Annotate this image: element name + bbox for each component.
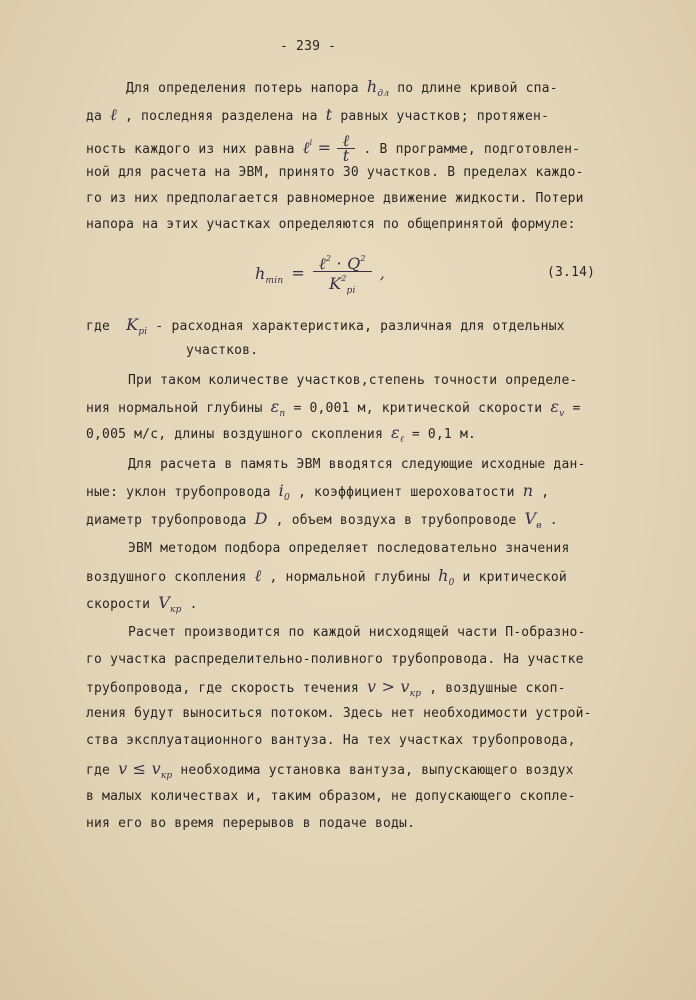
p5-line-6: где $v \le v_{кр}$ необходима установка вантуза, выпускающего воздух <box>86 759 574 781</box>
ell-symbol: ℓ <box>110 105 117 124</box>
v-kr-symbol: $V_{кр}$ <box>158 593 182 615</box>
p3-line-2: ные: уклон трубопровода $i_0$ , коэффициент шероховатости n , <box>86 481 550 503</box>
ell-symbol-2: ℓ <box>254 566 262 585</box>
v-air-symbol: $V_в$ <box>524 509 542 531</box>
p5-line-5: ства эксплуатационного вантуза. На тех участках трубопровода, <box>86 733 576 748</box>
page-number: - 239 - <box>280 39 337 54</box>
n-symbol: n <box>522 481 534 500</box>
formula-3-14: $h_{min}$ = $\frac{\ell^2 \cdot Q^2}{K^2_{pi}}$ , <box>255 254 386 296</box>
p1-line-4: ной для расчета на ЭВМ, принято 30 участков. В пределах каждо- <box>86 165 584 180</box>
p5-line-2: го участка распределительно-поливного трубопровода. На участке <box>86 652 584 667</box>
d-symbol: D <box>254 509 268 528</box>
ell-i-formula: ℓ$^i$ = $\frac{\text{ℓ}}{t}$ <box>303 138 356 157</box>
v-le-vkr: $v \le v_{кр}$ <box>118 759 173 781</box>
p2-line-1: При таком количестве участков,степень точности определе- <box>128 373 578 388</box>
h0-symbol: $h_0$ <box>438 566 455 588</box>
p1-line-2: да ℓ , последняя разделена на t равных участков; протяжен- <box>86 105 550 124</box>
p1-line-6: напора на этих участках определяются по общепринятой формуле: <box>86 217 576 232</box>
p1-line-5: го из них предполагается равномерное движение жидкости. Потери <box>86 191 584 206</box>
v-gt-vkr: $v > v_{кр}$ <box>366 677 422 699</box>
p4-line-2: воздушного скопления ℓ , нормальной глубины $h_0$ и критической <box>86 566 567 588</box>
p5-line-1: Расчет производится по каждой нисходящей части П-образно- <box>128 625 586 640</box>
p4-line-1: ЭВМ методом подбора определяет последовательно значения <box>128 541 570 556</box>
eps-l-symbol: $\varepsilon_\ell$ <box>391 423 404 445</box>
t-symbol: t <box>325 105 333 124</box>
equation-number: (3.14) <box>547 265 596 280</box>
p5-line-7: в малых количествах и, таким образом, не допускающего скопле- <box>86 789 576 804</box>
h-dl-symbol: $h_{дл}$ <box>366 77 390 99</box>
k-pi-symbol: $K_{pi}$ <box>126 315 148 337</box>
where-line: где $K_{pi}$ - расходная характеристика, различная для отдельных <box>86 315 565 337</box>
p2-line-3: 0,005 м/с, длины воздушного скопления $\varepsilon_\ell = 0,1$ м. <box>86 423 477 445</box>
i0-symbol: $i_0$ <box>278 481 290 503</box>
eps-n-symbol: $\varepsilon_n$ <box>270 397 286 419</box>
p4-line-3: скорости $V_{кр}$ . <box>86 593 198 615</box>
p3-line-3: диаметр трубопровода D , объем воздуха в трубопроводе $V_в$ . <box>86 509 558 531</box>
where-cont: участков. <box>186 343 259 358</box>
p3-line-1: Для расчета в память ЭВМ вводятся следующие исходные дан- <box>128 457 586 472</box>
p1-line-1: Для определения потерь напора $h_{дл}$ по длине кривой спа- <box>126 77 558 99</box>
p1-line-3: ность каждого из них равна ℓ$^i$ = $\frac{\text{ℓ}}{t}$ . В программе, подготовлен- <box>86 131 581 165</box>
p5-line-8: ния его во время перерывов в подаче воды. <box>86 816 416 831</box>
p2-line-2: ния нормальной глубины $\varepsilon_n = 0,001$ м, критической скорости $\varepsilon_v$ = <box>86 397 581 419</box>
p5-line-4: ления будут выноситься потоком. Здесь нет необходимости устрой- <box>86 706 592 721</box>
formula-fraction: $\frac{\ell^2 \cdot Q^2}{K^2_{pi}}$ <box>313 252 372 298</box>
eps-v-symbol: $\varepsilon_v$ <box>550 397 565 419</box>
p5-line-3: трубопровода, где скорость течения $v > v_{кр}$ , воздушные скоп- <box>86 677 566 699</box>
